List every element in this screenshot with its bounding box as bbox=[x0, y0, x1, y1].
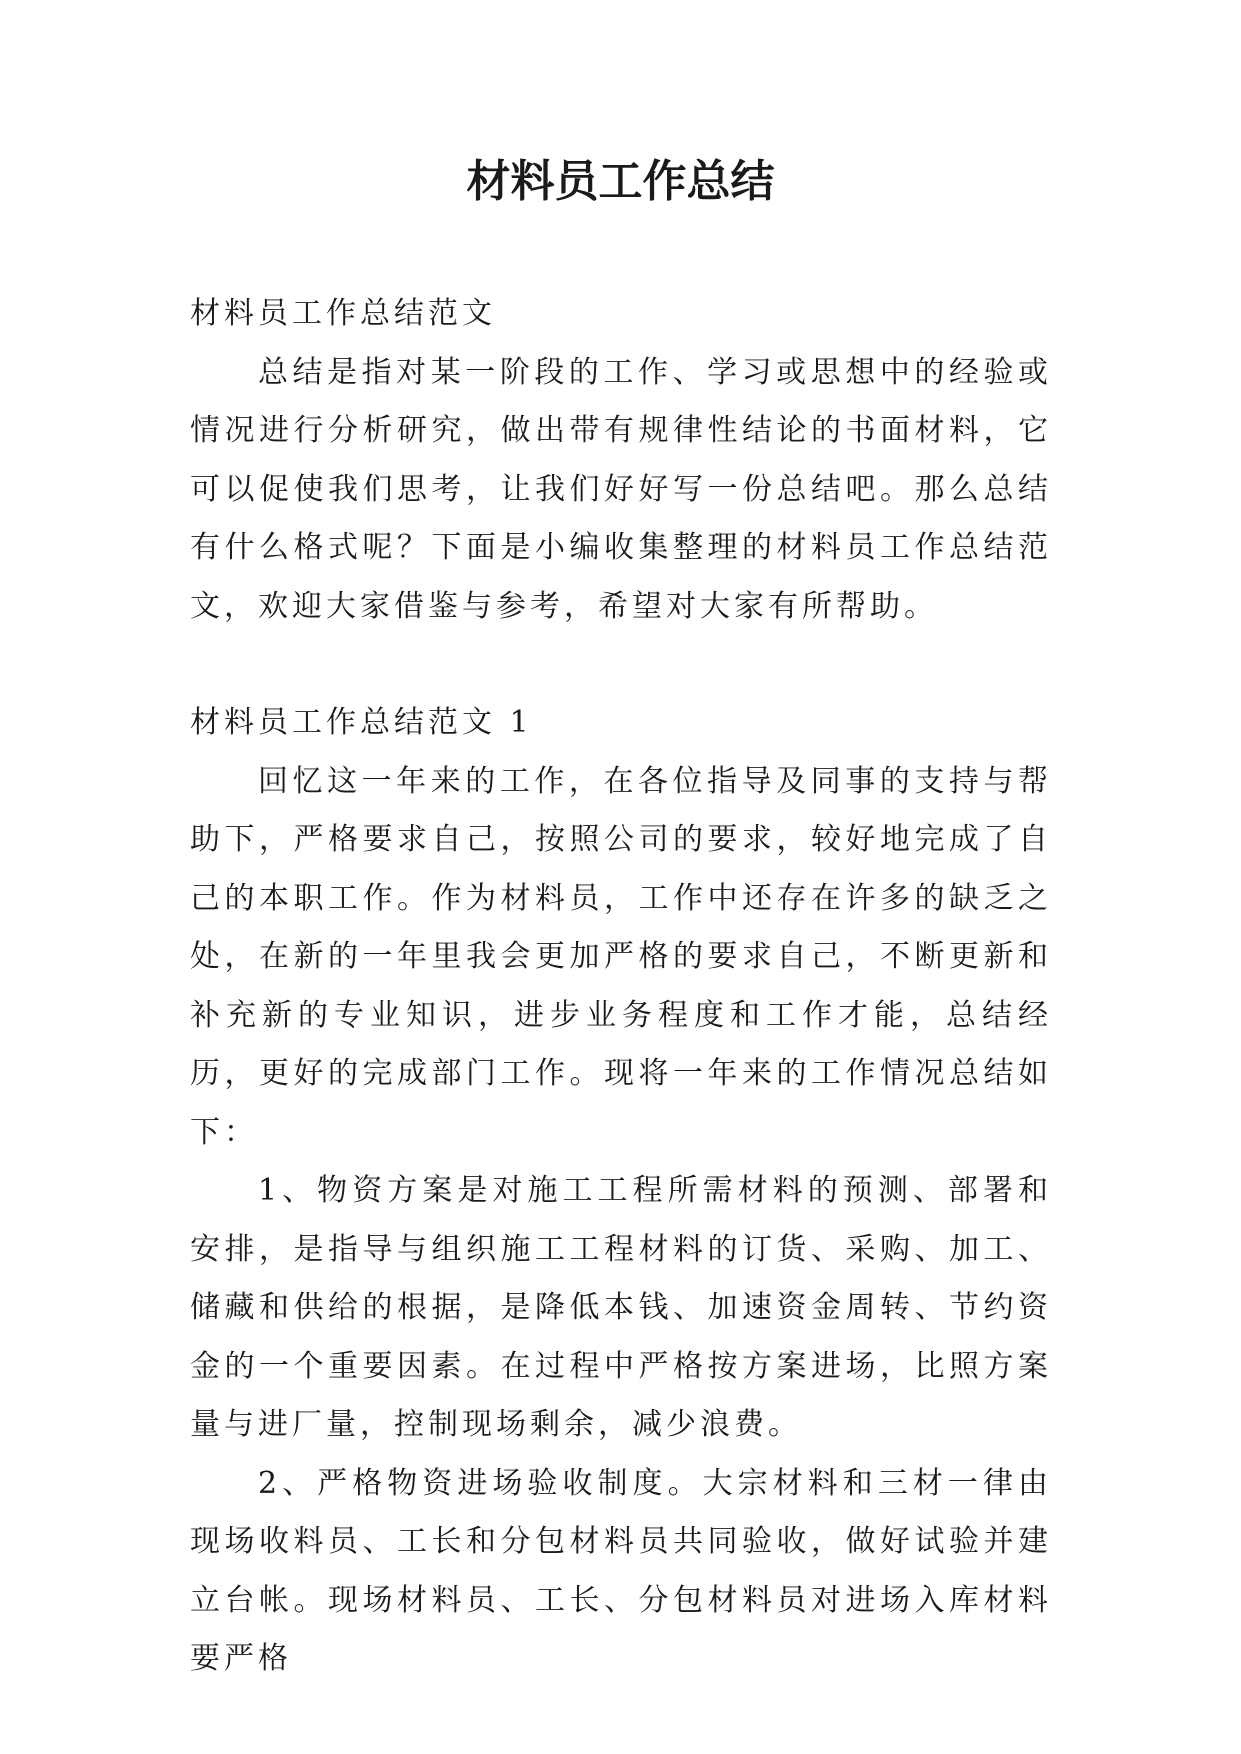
body-paragraph: 2、严格物资进场验收制度。大宗材料和三材一律由现场收料员、工长和分包材料员共同验收，做好试验并建立台帐。现场材料员、工长、分包材料员对进场入库材料要严格 bbox=[190, 1465, 1052, 1676]
section-heading: 材料员工作总结范文 bbox=[190, 296, 496, 331]
document-title: 材料员工作总结 bbox=[466, 156, 775, 207]
document-body bbox=[190, 285, 1052, 1689]
body-paragraph: 1、物资方案是对施工工程所需材料的预测、部署和安排，是指导与组织施工工程材料的订货、采购、加工、储藏和供给的根据，是降低本钱、加速资金周转、节约资金的一个重要因素。在过程中严格按方案进场，比照方案量与进厂量，控制现场剩余，减少浪费。 bbox=[190, 1173, 1052, 1442]
intro-paragraph: 总结是指对某一阶段的工作、学习或思想中的经验或情况进行分析研究，做出带有规律性结论的书面材料，它可以促使我们思考，让我们好好写一份总结吧。那么总结有什么格式呢？下面是小编收集整理的材料员工作总结范文，欢迎大家借鉴与参考，希望对大家有所帮助。 bbox=[190, 354, 1052, 624]
paragraph-gap bbox=[190, 636, 1052, 694]
section-heading: 材料员工作总结范文 1 bbox=[190, 705, 533, 740]
body-paragraph: 回忆这一年来的工作，在各位指导及同事的支持与帮助下，严格要求自己，按照公司的要求，较好地完成了自己的本职工作。作为材料员，工作中还存在许多的缺乏之处，在新的一年里我会更加严格的要求自己，不断更新和补充新的专业知识，进步业务程度和工作才能，总结经历，更好的完成部门工作。现将一年来的工作情况总结如下： bbox=[190, 763, 1052, 1150]
